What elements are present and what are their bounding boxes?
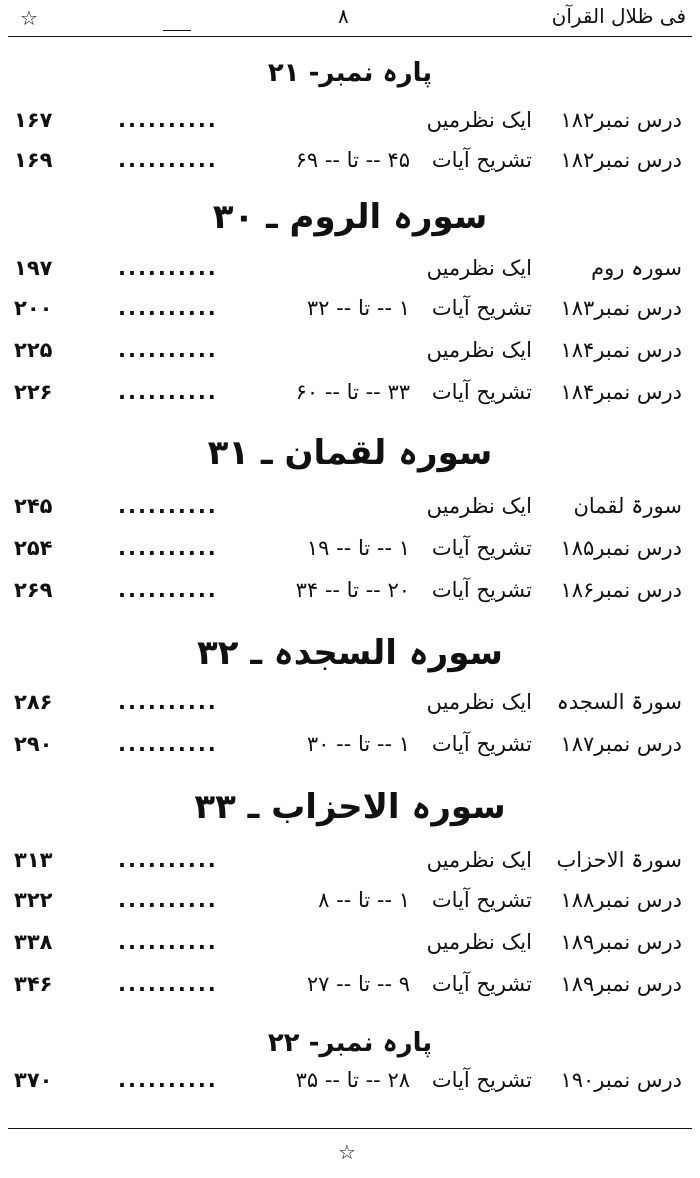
entry-page-number: ۳۴۶ xyxy=(14,972,53,996)
entry-type: تشریح آیات xyxy=(431,888,532,912)
toc-entry xyxy=(0,148,700,184)
header-rule xyxy=(8,36,692,37)
surah-heading: سورہ الاحزاب ـ ۳۳ xyxy=(194,787,506,827)
entry-page-number: ۲۸۶ xyxy=(14,690,53,714)
dot-leader: .......... xyxy=(118,732,218,756)
entry-lesson: درس نمبر۱۸۹ xyxy=(560,972,682,996)
entry-page-number: ۲۲۵ xyxy=(14,338,53,362)
toc-entry xyxy=(0,108,700,144)
dot-leader: .......... xyxy=(118,338,218,362)
entry-verse-range: ۳۳ -- تا -- ۶۰ xyxy=(295,380,410,404)
entry-lesson: سورۃ الاحزاب xyxy=(556,848,682,872)
toc-entry xyxy=(0,1068,700,1104)
entry-lesson: درس نمبر۱۸۵ xyxy=(560,536,682,560)
entry-type: ایک نظرمیں xyxy=(426,494,532,518)
toc-entry xyxy=(0,972,700,1008)
page-number: ٨ xyxy=(338,4,349,28)
entry-page-number: ۳۲۲ xyxy=(14,888,53,912)
entry-verse-range: ۲۰ -- تا -- ۳۴ xyxy=(295,578,410,602)
entry-type: تشریح آیات xyxy=(431,578,532,602)
dot-leader: .......... xyxy=(118,578,218,602)
entry-lesson: درس نمبر۱۸۲ xyxy=(560,108,682,132)
dot-leader: .......... xyxy=(118,930,218,954)
toc-entry xyxy=(0,690,700,726)
entry-verse-range: ۱ -- تا -- ۸ xyxy=(318,888,410,912)
entry-page-number: ۱۶۷ xyxy=(14,108,53,132)
entry-lesson: سورۃ لقمان xyxy=(573,494,682,518)
entry-lesson: سورہ روم xyxy=(591,256,682,280)
dot-leader: .......... xyxy=(118,108,218,132)
entry-verse-range: ۱ -- تا -- ۱۹ xyxy=(306,536,410,560)
entry-verse-range: ۹ -- تا -- ۲۷ xyxy=(306,972,410,996)
dot-leader: .......... xyxy=(118,1068,218,1092)
dot-leader: .......... xyxy=(118,148,218,172)
dot-leader: .......... xyxy=(118,972,218,996)
surah-heading: سورہ الروم ـ ۳۰ xyxy=(212,197,488,237)
para-heading: پارہ نمبر- ۲۲ xyxy=(267,1028,433,1058)
toc-entry xyxy=(0,296,700,332)
book-title: فی ظلال القرآن xyxy=(551,4,686,28)
toc-entry xyxy=(0,256,700,292)
toc-entry xyxy=(0,338,700,374)
entry-type: ایک نظرمیں xyxy=(426,338,532,362)
entry-type: تشریح آیات xyxy=(431,1068,532,1092)
entry-lesson: درس نمبر۱۸۶ xyxy=(560,578,682,602)
entry-lesson: درس نمبر۱۸۲ xyxy=(560,148,682,172)
entry-type: ایک نظرمیں xyxy=(426,256,532,280)
entry-page-number: ۲۲۶ xyxy=(14,380,53,404)
entry-type: تشریح آیات xyxy=(431,536,532,560)
entry-type: ایک نظرمیں xyxy=(426,848,532,872)
entry-page-number: ۱۹۷ xyxy=(14,256,53,280)
entry-lesson: درس نمبر۱۸۴ xyxy=(560,380,682,404)
toc-entry xyxy=(0,494,700,530)
entry-page-number: ۲۰۰ xyxy=(14,296,53,320)
footer-rule xyxy=(8,1128,692,1129)
footer-star-icon: ☆ xyxy=(338,1140,356,1164)
entry-page-number: ۳۳۸ xyxy=(14,930,53,954)
entry-lesson: درس نمبر۱۸۳ xyxy=(560,296,682,320)
entry-lesson: درس نمبر۱۸۷ xyxy=(560,732,682,756)
entry-verse-range: ۴۵ -- تا -- ۶۹ xyxy=(295,148,410,172)
entry-type: تشریح آیات xyxy=(431,732,532,756)
dot-leader: .......... xyxy=(118,380,218,404)
entry-type: ایک نظرمیں xyxy=(426,930,532,954)
toc-entry xyxy=(0,578,700,614)
toc-entry xyxy=(0,888,700,924)
entry-page-number: ۲۶۹ xyxy=(14,578,53,602)
dot-leader: .......... xyxy=(118,690,218,714)
entry-type: ایک نظرمیں xyxy=(426,108,532,132)
entry-lesson: درس نمبر۱۹۰ xyxy=(560,1068,682,1092)
entry-page-number: ۱۶۹ xyxy=(14,148,53,172)
entry-lesson: درس نمبر۱۸۴ xyxy=(560,338,682,362)
page-header xyxy=(0,0,700,40)
dot-leader: .......... xyxy=(118,296,218,320)
dot-leader: .......... xyxy=(118,494,218,518)
entry-page-number: ۲۴۵ xyxy=(14,494,53,518)
toc-entry xyxy=(0,732,700,768)
entry-type: تشریح آیات xyxy=(431,148,532,172)
star-icon: ☆ xyxy=(20,6,38,30)
entry-lesson: درس نمبر۱۸۸ xyxy=(560,888,682,912)
surah-heading: سورہ لقمان ـ ۳۱ xyxy=(207,433,493,473)
entry-verse-range: ۱ -- تا -- ۳۰ xyxy=(306,732,410,756)
toc-entry xyxy=(0,380,700,416)
entry-type: تشریح آیات xyxy=(431,972,532,996)
entry-page-number: ۲۹۰ xyxy=(14,732,53,756)
dot-leader: .......... xyxy=(118,536,218,560)
para-heading: پارہ نمبر- ۲۱ xyxy=(267,58,433,88)
dot-leader: .......... xyxy=(118,256,218,280)
surah-heading: سورہ السجدہ ـ ۳۲ xyxy=(197,633,503,673)
entry-lesson: سورۃ السجدہ xyxy=(556,690,682,714)
dot-leader: .......... xyxy=(118,888,218,912)
toc-entry xyxy=(0,848,700,884)
dot-leader: .......... xyxy=(118,848,218,872)
entry-verse-range: ۱ -- تا -- ۳۲ xyxy=(306,296,410,320)
entry-page-number: ۳۱۳ xyxy=(14,848,53,872)
toc-entry xyxy=(0,930,700,966)
entry-page-number: ۳۷۰ xyxy=(14,1068,53,1092)
toc-entry xyxy=(0,536,700,572)
entry-lesson: درس نمبر۱۸۹ xyxy=(560,930,682,954)
entry-type: ایک نظرمیں xyxy=(426,690,532,714)
entry-page-number: ۲۵۴ xyxy=(14,536,53,560)
header-dash-mark xyxy=(163,30,191,31)
entry-type: تشریح آیات xyxy=(431,380,532,404)
entry-verse-range: ۲۸ -- تا -- ۳۵ xyxy=(295,1068,410,1092)
entry-type: تشریح آیات xyxy=(431,296,532,320)
